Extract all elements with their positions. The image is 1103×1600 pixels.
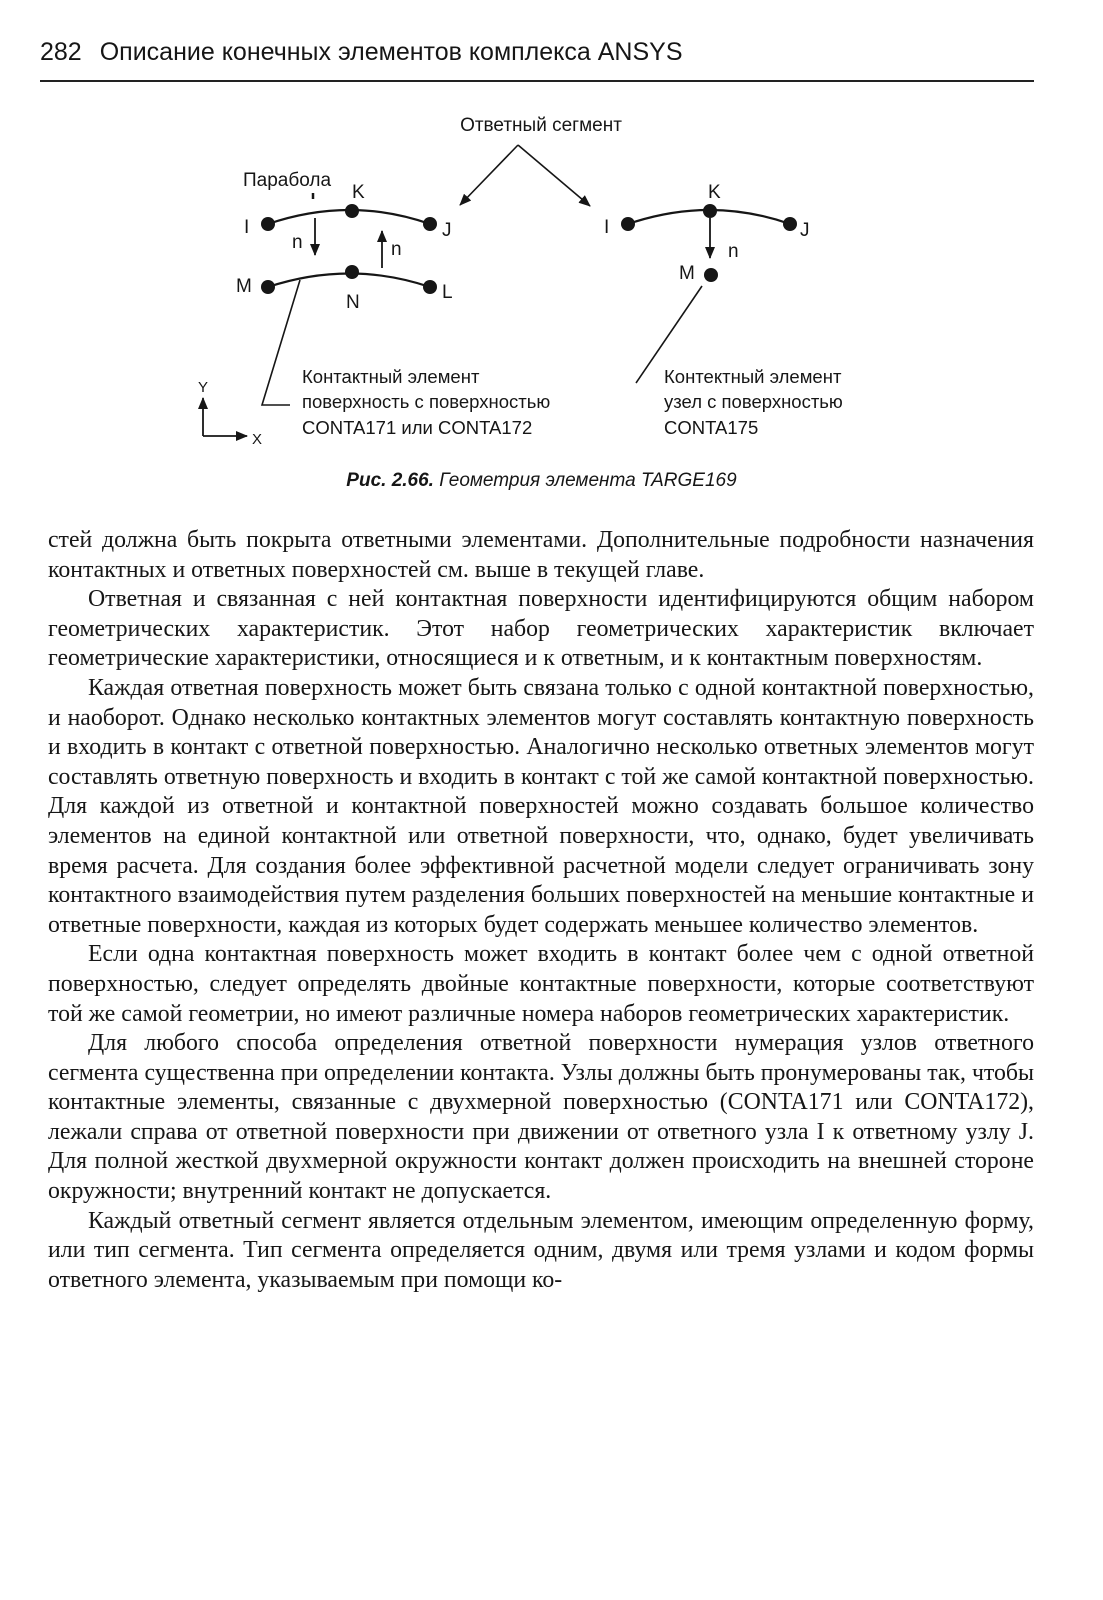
running-title: Описание конечных элементов комплекса ANSYS (99, 38, 683, 66)
normal-label-right: n (728, 241, 739, 262)
left-caption-line-2: поверхность с поверхностью (302, 391, 551, 412)
normal-label-down: n (292, 232, 303, 253)
node-label-k-left: K (352, 182, 365, 203)
paragraph: Каждая ответная поверхность может быть связана только с одной контактной поверхностью, и наоборот. Однако несколько контактных элементов могут составлять контактную поверхность и входить в контакт с ответной поверхностью. Аналогично несколько ответных элементов могут составлять ответную поверхность и входить в контакт с той же самой контактной поверхностью. Для каждой из ответной и контактной поверхностей можно создавать большое количество элементов на единой контактной или ответной поверхности, что, однако, будет увеличивать время расчета. Для создания более эффективной расчетной модели следует ограничивать зону контактного взаимодействия путем разделения больших поверхностей на меньшие контактные и ответные поверхности, каждая из которых будет содержать меньшее количество элементов. (48, 674, 1034, 938)
left-caption-line-1: Контактный элемент (302, 366, 480, 387)
paragraph: стей должна быть покрыта ответными элементами. Дополнительные подробности назначения контактных и ответных поверхностей см. выше в текущей главе. (48, 527, 1034, 583)
normal-label-up: n (391, 239, 402, 260)
node-label-m-left: M (236, 276, 252, 297)
right-caption-line-1: Контектный элемент (664, 366, 842, 387)
axis-x-label: X (252, 431, 263, 448)
leader-left (262, 280, 300, 405)
node-j-left (423, 217, 437, 231)
node-label-m-right: M (679, 263, 695, 284)
node-label-i-left: I (244, 217, 250, 238)
right-caption-line-2: узел с поверхностью (664, 391, 843, 412)
caption-text: Геометрия элемента TARGE169 (439, 470, 737, 491)
target-arrow-left (460, 145, 518, 205)
node-m-right (704, 268, 718, 282)
target-segment-label: Ответный сегмент (460, 115, 622, 136)
node-k-left (345, 204, 359, 218)
node-i-right (621, 217, 635, 231)
node-m-left (261, 280, 275, 294)
node-label-n-left: N (346, 292, 360, 313)
node-label-i-right: I (604, 217, 610, 238)
figure-2-66 (0, 0, 1103, 470)
right-caption-line-3: CONTA175 (664, 417, 759, 438)
paragraph: Для любого способа определения ответной поверхности нумерация узлов ответного сегмента существенна при определении контакта. Узлы должны быть пронумерованы так, чтобы контактные элементы, связанные с двухмерной поверхностью (CONTA171 или CONTA172), лежали справа от ответной поверхности при движении от ответного узла I к ответному узлу J. Для полной жесткой двухмерной окружности контакт должен происходить на внешней стороне окружности; внутренний контакт не допускается. (48, 1030, 1034, 1205)
figure-caption (0, 470, 1083, 492)
axis-y-label: Y (198, 379, 209, 396)
node-j-right (783, 217, 797, 231)
node-k-right (703, 204, 717, 218)
node-l-left (423, 280, 437, 294)
node-i-left (261, 217, 275, 231)
node-n-left (345, 265, 359, 279)
page-number: 282 (40, 38, 82, 66)
paragraph: Ответная и связанная с ней контактная поверхности идентифицируются общим набором геометрических характеристик. Этот набор геометрических характеристик включает геометрические характеристики, относящиеся и к ответным, и к контактным поверхностям. (48, 586, 1034, 672)
parabola-label: Парабола (243, 170, 332, 191)
node-label-j-left: J (442, 220, 452, 241)
node-label-k-right: K (708, 182, 721, 203)
caption-number: Рис. 2.66. (346, 470, 434, 491)
body-text (48, 526, 1034, 1295)
node-label-l-left: L (442, 282, 453, 303)
node-label-j-right: J (800, 220, 810, 241)
target-arrow-right (518, 145, 590, 206)
paragraph: Если одна контактная поверхность может входить в контакт более чем с одной ответной поверхностью, следует определять двойные контактные поверхности, которые соответствуют той же самой геометрии, но имеют различные номера наборов геометрических характеристик. (48, 941, 1034, 1027)
paragraph: Каждый ответный сегмент является отдельным элементом, имеющим определенную форму, или тип сегмента. Тип сегмента определяется одним, двумя или тремя узлами и кодом формы ответного элемента, указываемым при помощи ко- (48, 1207, 1034, 1293)
left-caption-line-3: CONTA171 или CONTA172 (302, 417, 533, 438)
